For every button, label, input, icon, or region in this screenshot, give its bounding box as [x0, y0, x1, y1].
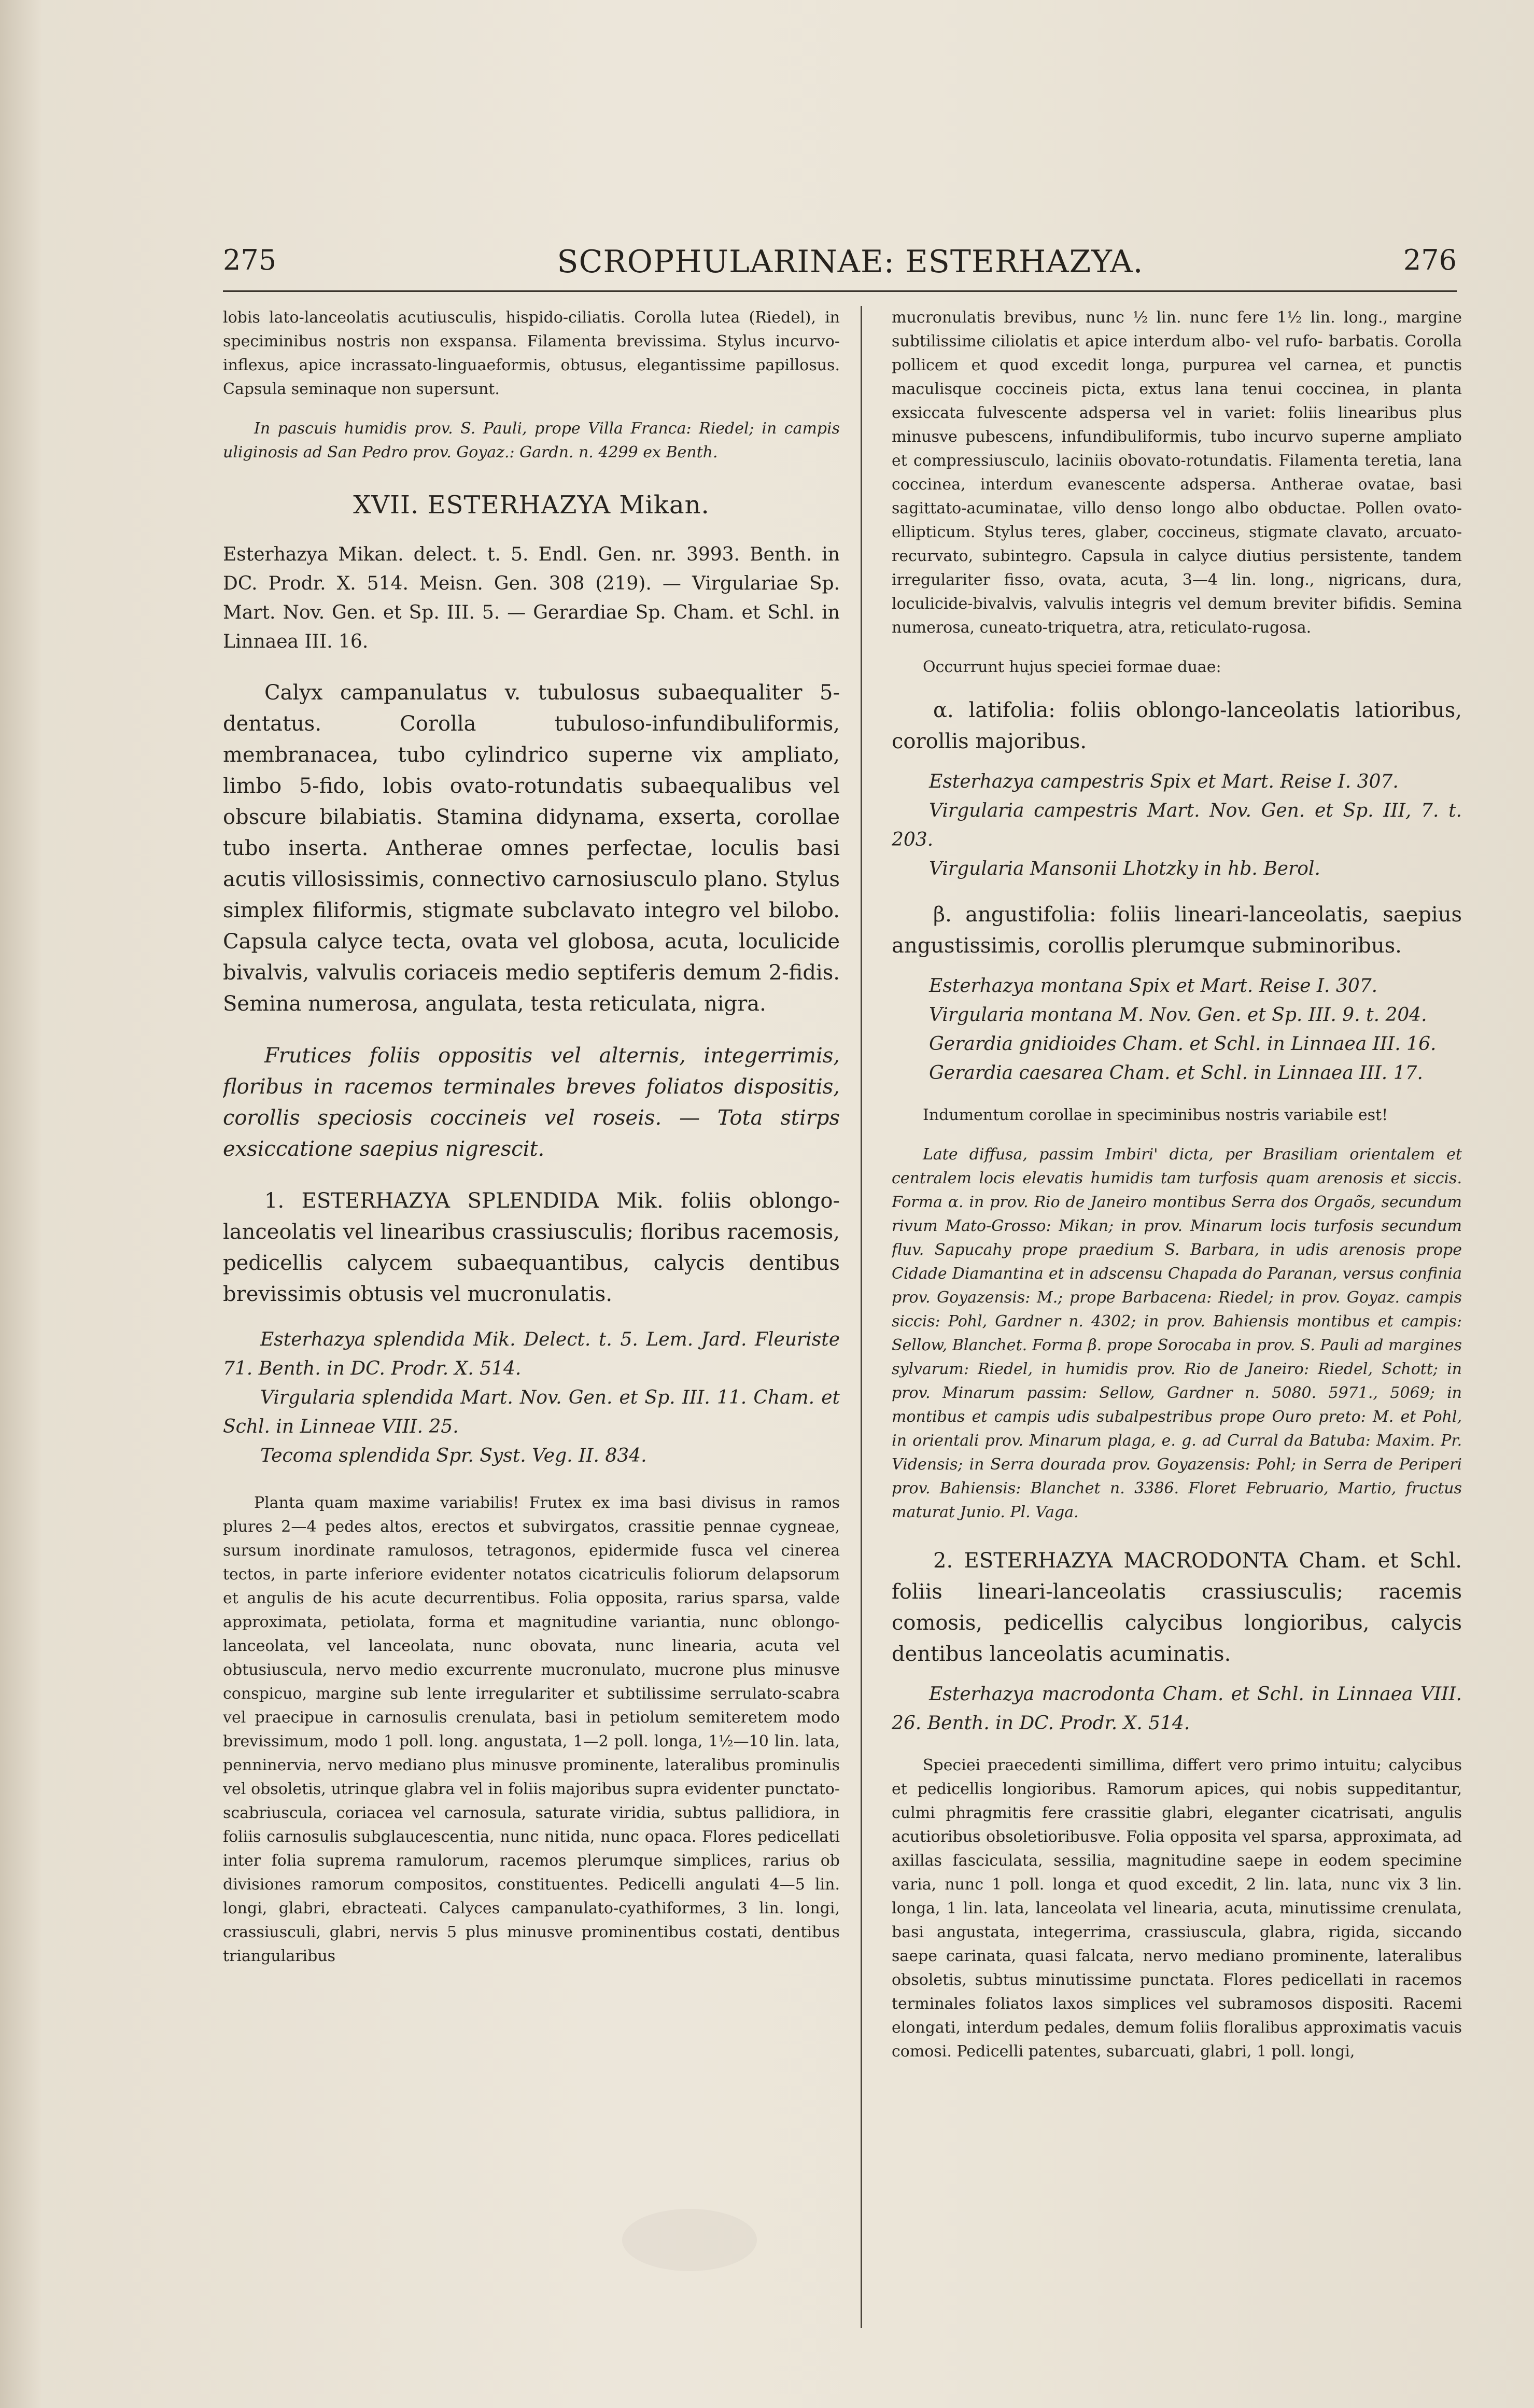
form-alpha: α. latifolia: foliis oblongo-lanceolatis latioribus, corollis majoribus. [892, 698, 1462, 753]
forms-intro: Occurrunt hujus speciei formae duae: [923, 658, 1221, 676]
left-column [223, 306, 840, 2339]
species-1-description: Planta quam maxime variabilis! Frutex ex ima basi divisus in ramos plures 2—4 pedes altos, erectos et subvirgatos, crassitie pennae cygneae, sursum inordinate ramulosos, tetragonos, epidermide fusca vel cinerea tectos, in parte inferiore evidenter notatos cicatriculis foliorum delapsorum et angulis de his acute decurrentibus. Folia opposita, rarius sparsa, valde approximata, petiolata, forma et magnitudine variantia, nunc oblongo-lanceolata, vel lanceolata, nunc obovata, nunc linearia, acuta vel obtusiuscula, nervo medio excurrente mucronulato, mucrone plus minusve conspicuo, margine sub lente irregulariter et subtilissime serrulato-scabra vel praecipue in carnosulis crenulata, basi in petiolum semiteretem modo brevissimum, modo 1 poll. long. angustata, 1—2 poll. longa, 1½—10 lin. lata, penninervia, nervo mediano plus minusve prominente, lateralibus prominulis vel obsoletis, utrinque glabra vel in foliis majoribus supra evidenter punctato-scabriuscula, coriacea vel carnosula, saturate viridia, subtus pallidiora, in foliis carnosulis subglaucescentia, nunc nitida, nunc opaca. Flores pedicellati inter folia suprema ramulorum, racemos plerumque simplices, rarius ob divisiones ramorum compositos, constituentes. Pedicelli angulati 4—5 lin. longi, glabri, ebracteati. Calyces campanulato-cyathiformes, 3 lin. longi, crassiusculi, glabri, nervis 5 plus minusve prominentibus costati, dentibus triangularibus [223, 1494, 840, 1965]
page-number-right: 276 [1403, 244, 1457, 276]
form-beta-synonym: Virgularia montana M. Nov. Gen. et Sp. III. 9. t. 204. [929, 1004, 1427, 1026]
genus-synonymy: Esterhazya Mikan. delect. t. 5. Endl. Gen. nr. 3993. Benth. in DC. Prodr. X. 514. Meisn. Gen. 308 (219). — Virgulariae Sp. Mart. Nov. Gen. et Sp. III. 5. — Gerardiae Sp. Cham. et Schl. in Linnaea III. 16. [223, 544, 840, 652]
genus-heading: XVII. ESTERHAZYA Mikan. [353, 491, 710, 520]
genus-habit: Frutices foliis oppositis vel alternis, integerrimis, floribus in racemos terminales breves foliatos dispositis, corollis speciosis coccineis vel roseis. — Tota stirps exsiccatione saepius nigrescit. [223, 1044, 840, 1161]
header-rule [223, 290, 1457, 292]
form-alpha-synonym: Virgularia campestris Mart. Nov. Gen. et Sp. III, 7. t. 203. [892, 800, 1462, 850]
form-beta-synonym: Esterhazya montana Spix et Mart. Reise I. 307. [929, 975, 1378, 997]
species-1-synonym: Esterhazya splendida Mik. Delect. t. 5. Lem. Jard. Fleuriste 71. Benth. in DC. Prodr. X. 514. [223, 1329, 840, 1379]
column-divider [861, 306, 862, 2328]
species-2-synonymy: Esterhazya macrodonta Cham. et Schl. in Linnaea VIII. 26. Benth. in DC. Prodr. X. 514. [892, 1684, 1462, 1734]
genus-description: Calyx campanulatus v. tubulosus subaequaliter 5-dentatus. Corolla tubuloso-infundibuliformis, membranacea, tubo cylindrico superne vix ampliato, limbo 5-fido, lobis ovato-rotundatis subaequalibus vel obscure bilabiatis. Stamina didynama, exserta, corollae tubo inserta. Antherae omnes perfectae, loculis basi acutis villosissimis, connectivo carnosiusculo plano. Stylus simplex filiformis, stigmate subclavato integro vel bilobo. Capsula calyce tecta, ovata vel globosa, acuta, loculicide bivalvis, valvulis coriaceis medio septiferis demum 2-fidis. Semina numerosa, angulata, testa reticulata, nigra. [223, 681, 840, 1016]
form-alpha-synonym: Virgularia Mansonii Lhotzky in hb. Berol. [929, 858, 1320, 879]
running-head: SCROPHULARINAE: ESTERHAZYA. [557, 244, 1144, 280]
species-1-heading: 1. ESTERHAZYA SPLENDIDA Mik. foliis oblongo-lanceolatis vel linearibus crassiusculis; floribus racemosis, pedicellis calycem subaequantibus, calycis dentibus brevissimis obtusis vel mucronulatis. [223, 1189, 840, 1306]
form-beta-synonym: Gerardia caesarea Cham. et Schl. in Linnaea III. 17. [929, 1062, 1423, 1084]
indumentum-note: Indumentum corollae in speciminibus nostris variabile est! [923, 1106, 1388, 1124]
page-header [223, 244, 1477, 290]
form-beta-synonym: Gerardia gnidioides Cham. et Schl. in Linnaea III. 16. [929, 1033, 1437, 1055]
right-column [892, 306, 1462, 2339]
habitat-paragraph: In pascuis humidis prov. S. Pauli, prope Villa Franca: Riedel; in campis uliginosis ad San Pedro prov. Goyaz.: Gardn. n. 4299 ex Benth. [223, 419, 840, 461]
species-1-synonym: Tecoma splendida Spr. Syst. Veg. II. 834. [260, 1445, 647, 1466]
page-number-left: 275 [223, 244, 277, 276]
gutter-shadow [0, 0, 41, 2408]
form-alpha-synonym: Esterhazya campestris Spix et Mart. Reise I. 307. [929, 771, 1399, 792]
species-2-description: Speciei praecedenti simillima, differt vero primo intuitu; calycibus et pedicellis longioribus. Ramorum apices, qui nobis suppeditantur, culmi phragmitis fere crassitie glabri, eleganter cicatrisati, angulis acutioribus obsoletioribusve. Folia opposita vel sparsa, approximata, ad axillas fasciculata, sessilia, magnitudine saepe in eodem specimine varia, nunc 1 poll. longa et quod excedit, 2 lin. lata, nunc vix 3 lin. longa, 1 lin. lata, lanceolata vel linearia, acuta, minutissime crenulata, basi angustata, integerrima, crassiuscula, glabra, rigida, siccando saepe carinata, quasi falcata, nervo mediano prominente, lateralibus obsoletis, subtus minutissime punctata. Flores pedicellati in racemos terminales foliatos laxos simplices vel subramosos dispositi. Racemi elongati, interdum pedales, demum foliis floralibus approximatis vacuis comosi. Pedicelli patentes, subarcuati, glabri, 1 poll. longi, [892, 1756, 1462, 2061]
continued-description: lobis lato-lanceolatis acutiusculis, hispido-ciliatis. Corolla lutea (Riedel), in speciminibus nostris non exspansa. Filamenta brevissima. Stylus incurvo-inflexus, apice incrassato-linguaeformis, obtusus, elegantissime papillosus. Capsula seminaque non supersunt. [223, 309, 840, 398]
species-1-synonym: Virgularia splendida Mart. Nov. Gen. et Sp. III. 11. Cham. et Schl. in Linneae VIII. 25. [223, 1387, 840, 1437]
form-beta: β. angustifolia: foliis lineari-lanceolatis, saepius angustissimis, corollis plerumque subminoribus. [892, 903, 1462, 958]
species-2-heading: 2. ESTERHAZYA MACRODONTA Cham. et Schl. foliis lineari-lanceolatis crassiusculis; racemis comosis, pedicellis calycibus longioribus, calycis dentibus lanceolatis acuminatis. [892, 1549, 1462, 1666]
distribution-paragraph: Late diffusa, passim Imbiri' dicta, per Brasiliam orientalem et centralem locis elevatis humidis tam turfosis quam arenosis et siccis. Forma α. in prov. Rio de Janeiro montibus Serra dos Orgaõs, secundum rivum Mato-Grosso: Mikan; in prov. Minarum locis turfosis secundum fluv. Sapucahy prope praedium S. Barbara, in udis arenosis prope Cidade Diamantina et in adscensu Chapada do Paranan, versus confinia prov. Goyazensis: M.; prope Barbacena: Riedel; in prov. Goyaz. campis siccis: Pohl, Gardner n. 4302; in prov. Bahiensis montibus et campis: Sellow, Blanchet. Forma β. prope Sorocaba in prov. S. Pauli ad margines sylvarum: Riedel, in humidis prov. Rio de Janeiro: Riedel, Schott; in prov. Minarum passim: Sellow, Gardner n. 5080. 5971., 5069; in montibus et campis udis subalpestribus prope Ouro preto: M. et Pohl, in orientali prov. Minarum plaga, e. g. ad Curral da Batuba: Maxim. Pr. Vidensis; in Serra dourada prov. Goyazensis: Pohl; in Serra de Periperi prov. Bahiensis: Blanchet n. 3386. Floret Februario, Martio, fructus maturat Junio. Pl. Vaga. [892, 1145, 1462, 1521]
continued-description: mucronulatis brevibus, nunc ½ lin. nunc fere 1½ lin. long., margine subtilissime ciliolatis et apice interdum albo- vel rufo- barbatis. Corolla pollicem et quod excedit longa, purpurea vel carnea, et punctis maculisque coccineis picta, extus lana tenui coccinea, in planta exsiccata fulvescente adspersa vel in variet: foliis linearibus plus minusve pubescens, infundibuliformis, tubo incurvo superne ampliato et compressiusculo, laciniis obovato-rotundatis. Filamenta teretia, lana coccinea, interdum evanescente adspersa. Antherae ovatae, basi sagittato-acuminatae, villo denso longo albo obductae. Pollen ovato-ellipticum. Stylus teres, glaber, coccineus, stigmate clavato, arcuato-recurvato, subintegro. Capsula in calyce diutius persistente, tandem irregulariter fisso, ovata, acuta, 3—4 lin. long., nigricans, dura, loculicide-bivalvis, valvulis integris vel demum breviter bifidis. Semina numerosa, cuneato-triquetra, atra, reticulato-rugosa. [892, 309, 1462, 637]
